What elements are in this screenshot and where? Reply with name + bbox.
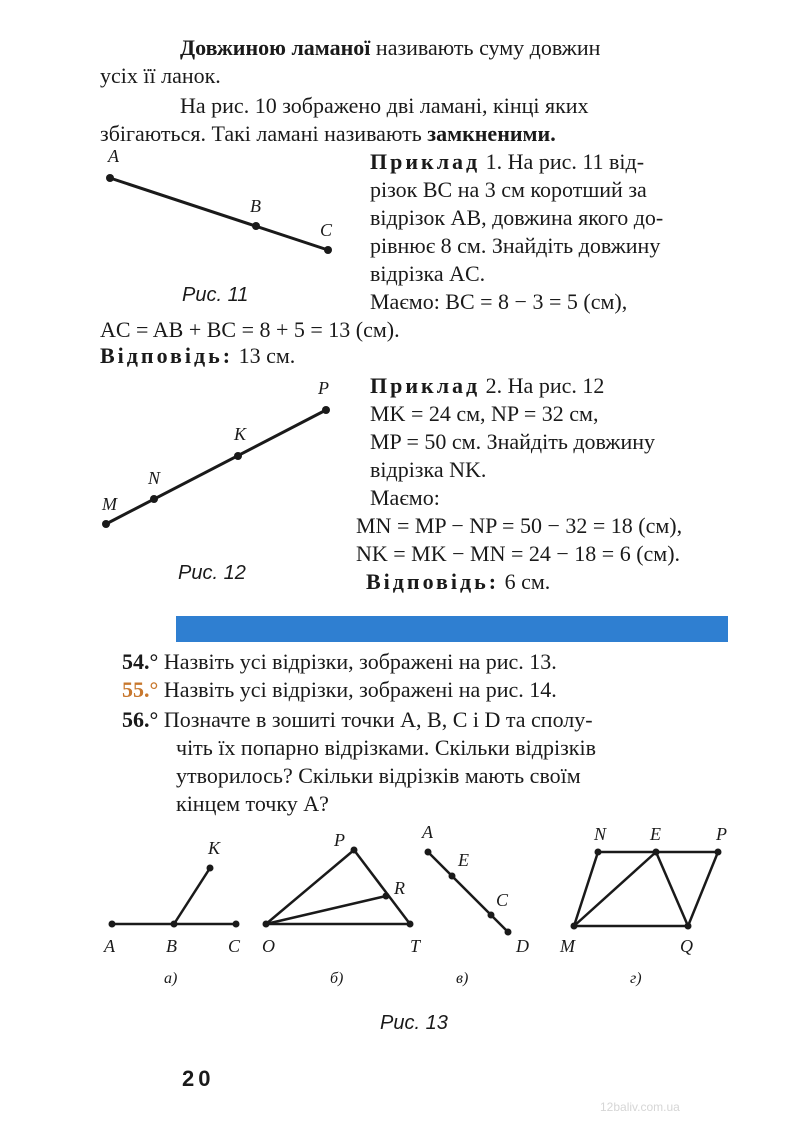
fig13a-point-k (207, 865, 214, 872)
fig13g-label-p: P (716, 824, 727, 844)
intro-line-3: На рис. 10 зображено дві ламані, кінці яких (180, 93, 589, 118)
fig13g-point-p (715, 849, 722, 856)
fig13g-point-q (685, 923, 692, 930)
example2-line-6: MN = MP − NP = 50 − 32 = 18 (см), (356, 513, 683, 538)
page-number: 20 (182, 1066, 215, 1091)
example1-line-6: Маємо: BC = 8 − 3 = 5 (см), (370, 289, 628, 314)
fig13a-label-c: C (228, 936, 241, 956)
intro-line-4-pre: збігаються. Такі ламані називають (100, 121, 428, 146)
fig13b-point-p (351, 847, 358, 854)
fig13g-point-e (653, 849, 660, 856)
fig13a-point-a (109, 921, 116, 928)
fig12-label-k: K (234, 424, 247, 444)
fig13b-point-t (407, 921, 414, 928)
fig13-caption: Рис. 13 (380, 1012, 448, 1034)
fig13v-label-a: A (422, 822, 433, 842)
fig13b-label-r: R (394, 878, 405, 898)
fig12-label-p: P (318, 378, 329, 398)
fig13v-label-d: D (516, 936, 529, 956)
fig13b-label-p: P (334, 830, 345, 850)
exercise-55-text: Назвіть усі відрізки, зображені на рис. 14. (163, 677, 557, 702)
fig13b-sublabel: б) (330, 970, 344, 987)
example2-line-2: MK = 24 см, NP = 32 см, (370, 401, 599, 426)
exercise-55-number: 55.° (122, 677, 159, 702)
example2-title: Приклад (370, 373, 481, 398)
example1-answer-label: Відповідь: (100, 343, 234, 368)
exercise-56-number: 56.° (122, 707, 159, 732)
fig13-g (571, 849, 722, 930)
fig13v-point-a (425, 849, 432, 856)
fig13v-point-c (488, 912, 495, 919)
fig13g-sublabel: г) (630, 970, 642, 987)
fig12-caption: Рис. 12 (178, 562, 246, 584)
fig13v-sublabel: в) (456, 970, 469, 987)
fig13v-point-e (449, 873, 456, 880)
fig13b-label-t: T (410, 936, 421, 956)
fig13g-label-e: E (650, 824, 661, 844)
fig12-label-n: N (148, 468, 161, 488)
fig13a-label-k: K (208, 838, 221, 858)
fig13g-segment-eq (656, 852, 688, 926)
fig13-b (263, 847, 414, 928)
exercise-56-line-4: кінцем точку A? (176, 791, 329, 816)
fig13g-label-m: M (560, 936, 575, 956)
example1-answer-value: 13 см. (233, 343, 296, 368)
exercise-54-number: 54.° (122, 649, 159, 674)
fig11-label-b: B (250, 196, 261, 216)
example1-line-4: рівнює 8 см. Знайдіть довжину (370, 233, 661, 258)
fig11-label-a: A (108, 146, 119, 166)
fig13b-point-r (383, 893, 390, 900)
example1-line-5: відрізка AC. (370, 261, 486, 286)
fig13v-label-c: C (496, 890, 509, 910)
example1-line-2: різок BC на 3 см коротший за (370, 177, 647, 202)
fig13a-point-b (171, 921, 178, 928)
fig13g-point-n (595, 849, 602, 856)
fig13g-label-q: Q (680, 936, 693, 956)
example1-l1: 1. На рис. 11 від- (480, 149, 645, 174)
example1-line-3: відрізок AB, довжина якого до- (370, 205, 664, 230)
fig13b-label-o: O (262, 936, 275, 956)
fig13a-label-b: B (166, 936, 177, 956)
example1-line-7: AC = AB + BC = 8 + 5 = 13 (см). (100, 317, 400, 342)
example2-line-5: Маємо: (370, 485, 440, 510)
fig13-a (109, 865, 240, 928)
fig13a-label-a: A (104, 936, 115, 956)
exercise-56-line-1: Позначте в зошиті точки A, B, C і D та сполу- (163, 707, 593, 732)
exercise-56-line-2: чіть їх попарно відрізками. Скільки відрізків (176, 735, 596, 760)
term-closed: замкненими. (427, 121, 556, 146)
intro-line-2: усіх її ланок. (100, 63, 221, 88)
fig13v-label-e: E (458, 850, 469, 870)
fig11-caption: Рис. 11 (182, 284, 249, 306)
example2-answer-label: Відповідь: (366, 569, 500, 594)
intro-line-1-rest: називають суму довжин (370, 35, 601, 60)
fig11-label-c: C (320, 220, 333, 240)
example2-l1: 2. На рис. 12 (480, 373, 605, 398)
fig13b-point-o (263, 921, 270, 928)
watermark: 12baliv.com.ua (600, 1100, 680, 1114)
fig13g-point-m (571, 923, 578, 930)
fig13a-segment-bk (174, 868, 210, 924)
example1-title: Приклад (370, 149, 481, 174)
exercise-56-line-3: утворилось? Скільки відрізків мають своїм (176, 763, 581, 788)
fig13v-point-d (505, 929, 512, 936)
example2-line-4: відрізка NK. (370, 457, 487, 482)
term-broken-line-length: Довжиною ламаної (180, 35, 371, 60)
exercise-54-text: Назвіть усі відрізки, зображені на рис. 13. (163, 649, 557, 674)
example2-line-7: NK = MK − MN = 24 − 18 = 6 (см). (356, 541, 681, 566)
fig13g-label-n: N (594, 824, 607, 844)
example2-line-3: MP = 50 см. Знайдіть довжину (370, 429, 656, 454)
example2-answer-value: 6 см. (499, 569, 551, 594)
fig13a-sublabel: а) (164, 970, 178, 987)
fig13a-point-c (233, 921, 240, 928)
fig13g-segment-pq (688, 852, 718, 926)
fig12-label-m: M (102, 494, 117, 514)
